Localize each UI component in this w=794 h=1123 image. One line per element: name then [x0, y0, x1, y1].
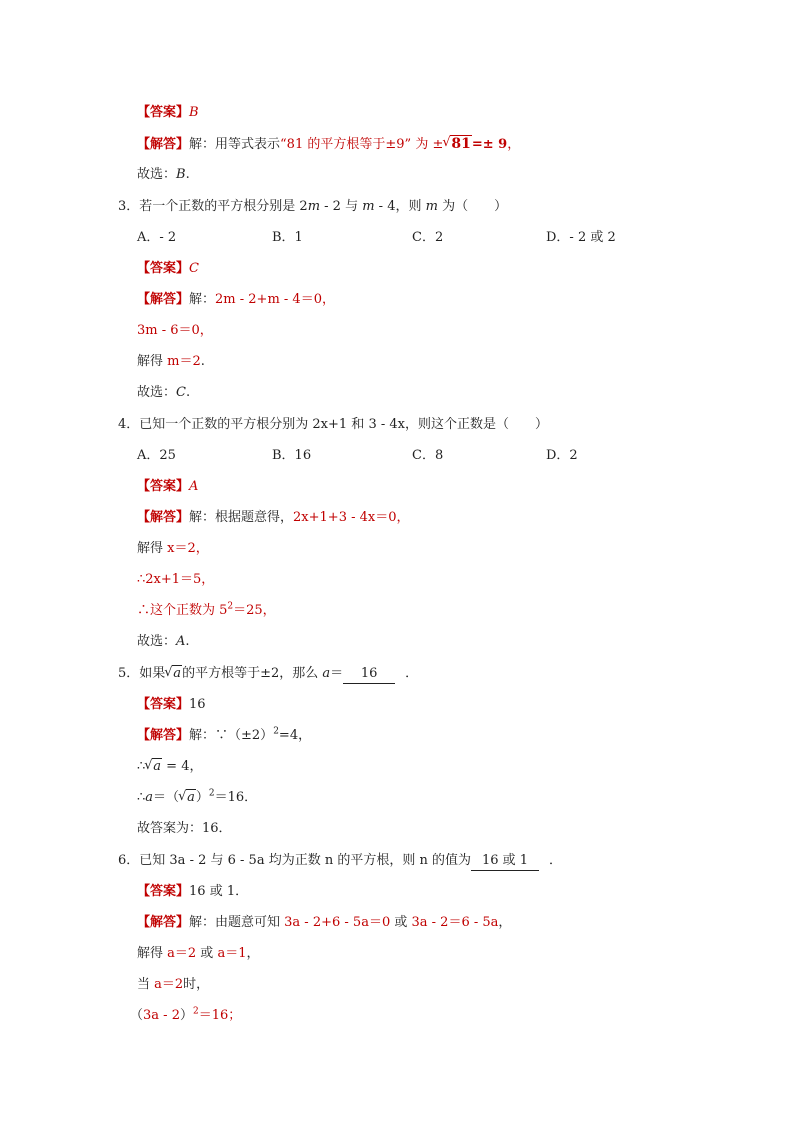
step-prefix: 当 [137, 977, 155, 992]
solution-step: 2x+1+3 - 4x＝0， [293, 510, 410, 525]
paren-close: ） [179, 1008, 193, 1023]
q3-step3 [137, 353, 205, 371]
stem-end: ． [549, 853, 563, 868]
answer-label: 【答案】 [137, 884, 190, 899]
step-math: m＝2 [167, 354, 201, 369]
step-tail: = 4， [162, 759, 203, 774]
radicand: a [153, 759, 162, 774]
stem-text: 的平方根等于±2，那么 [182, 666, 323, 681]
step-tail: 时， [183, 977, 210, 992]
sqrt-a [165, 665, 182, 683]
stem-end: ． [405, 666, 419, 681]
q2-answer-line [137, 104, 199, 122]
option-c[interactable]: C．2 [412, 230, 444, 245]
conclusion-value: C [176, 385, 186, 400]
q6-answer-line [137, 883, 248, 901]
radicand: a [187, 790, 195, 805]
step-prefix: 解得 [137, 946, 168, 961]
q2-conclusion [137, 166, 190, 184]
solution-end: ， [498, 915, 512, 930]
solution-label: 【解答】 [137, 137, 190, 152]
step-prefix: ∴ [137, 790, 146, 805]
superscript: 2 [227, 601, 234, 612]
q6-step4 [130, 1007, 241, 1025]
equation: 3a - 2＝6 - 5a [411, 915, 499, 930]
stem-text: 为（ ） [437, 199, 508, 214]
q5-step3 [137, 789, 257, 807]
stem-text: - 4，则 [374, 199, 426, 214]
equation: a＝2 [167, 946, 197, 961]
step-text: ∴这个正数为 5 [137, 603, 228, 618]
stem-text: - 2 与 [320, 199, 363, 214]
solution-prefix: 解：用等式表示 [189, 137, 281, 152]
q4-step3: ∴2x+1＝5， [137, 572, 215, 587]
var-m: m [362, 199, 375, 214]
solution-tail: =4， [278, 728, 312, 743]
answer-value: C [189, 261, 199, 276]
option-b[interactable]: B．1 [272, 230, 303, 245]
q3-conclusion [137, 384, 190, 402]
q5-answer-line [137, 696, 206, 714]
q4-conclusion [137, 633, 190, 651]
superscript: 2 [273, 726, 279, 737]
answer-value: A [189, 479, 199, 494]
q5-conclusion: 故答案为：16． [137, 821, 232, 836]
var-m: m [307, 199, 321, 214]
solution-label: 【解答】 [137, 510, 190, 525]
option-a[interactable]: A．25 [137, 448, 176, 463]
conclusion-text: 故选： [137, 167, 177, 182]
stem-text: ＝ [330, 666, 344, 681]
answer-value: 16 [189, 697, 206, 712]
expression: 3a - 2 [143, 1008, 180, 1023]
q4-step2 [137, 540, 209, 558]
superscript: 2 [208, 788, 215, 799]
q6-solution-line [137, 914, 511, 932]
q4-answer-line [137, 478, 198, 496]
question-number: 5． [118, 666, 140, 681]
answer-label: 【答案】 [137, 261, 190, 276]
step-tail: ＝16； [198, 1008, 242, 1023]
solution-result: =± 9 [471, 137, 508, 152]
step-mid: ＝（ [153, 790, 180, 805]
option-a[interactable]: A．- 2 [137, 230, 177, 245]
q4-step4 [137, 602, 276, 620]
conclusion-end: . [185, 167, 190, 182]
answer-blank[interactable]: 16 [343, 665, 395, 684]
answer-blank[interactable]: 16 或 1 [471, 852, 539, 871]
conclusion-value: B [176, 167, 186, 182]
q3-solution-line [137, 291, 335, 309]
conclusion-text: 故选： [137, 634, 177, 649]
solution-step: 2m - 2+m - 4＝0， [215, 292, 335, 307]
solution-as: 为 [415, 137, 429, 152]
sqrt-a [179, 789, 196, 807]
q4-solution-line [137, 509, 410, 527]
solution-label: 【解答】 [137, 728, 190, 743]
equation: 3a - 2+6 - 5a＝0 [284, 915, 391, 930]
solution-label: 【解答】 [137, 292, 190, 307]
sqrt-81 [443, 135, 471, 154]
stem-text: 如果 [139, 666, 166, 681]
step-tail: ＝25， [233, 603, 276, 618]
radicand: a [173, 666, 182, 681]
or-text: 或 [390, 915, 412, 930]
solution-tail: ， [507, 137, 521, 152]
option-d[interactable]: D．- 2 或 2 [546, 230, 616, 245]
q3-stem [118, 198, 507, 216]
answer-value: B [189, 105, 199, 120]
stem-text: 若一个正数的平方根分别是 2 [139, 199, 308, 214]
solution-quote: “81 的平方根等于±9” [280, 137, 412, 152]
equation: a＝2 [154, 977, 184, 992]
q6-stem [118, 852, 562, 871]
option-b[interactable]: B．16 [272, 448, 312, 463]
question-number: 4． [118, 417, 140, 432]
q3-answer-line [137, 260, 199, 278]
var-a: a [145, 790, 154, 805]
conclusion-value: A [176, 634, 186, 649]
option-c[interactable]: C．8 [412, 448, 444, 463]
solution-pm: ± [432, 137, 444, 152]
step-math: x＝2， [167, 541, 209, 556]
step-prefix: 解得 [137, 354, 168, 369]
question-number: 6． [118, 853, 140, 868]
step-tail: ＝16． [214, 790, 258, 805]
q2-solution-line [137, 135, 520, 154]
step-end: . [200, 354, 205, 369]
var-m: m [425, 199, 438, 214]
solution-prefix: 解： [189, 292, 216, 307]
var-a: a [322, 666, 331, 681]
answer-label: 【答案】 [137, 697, 190, 712]
step-close: ） [195, 790, 209, 805]
q5-solution-line [137, 727, 311, 745]
option-d[interactable]: D．2 [546, 448, 578, 463]
paren-open: （ [130, 1008, 144, 1023]
step-end: ， [246, 946, 260, 961]
conclusion-end: . [185, 634, 190, 649]
answer-label: 【答案】 [137, 105, 190, 120]
q5-step2 [137, 758, 202, 776]
superscript: 2 [192, 1006, 199, 1017]
q5-stem [118, 665, 418, 684]
question-number: 3． [118, 199, 140, 214]
q4-stem [118, 416, 548, 434]
solution-prefix: 解：根据题意得， [189, 510, 294, 525]
conclusion-end: . [185, 385, 191, 400]
answer-value: 16 或 1． [189, 884, 249, 899]
answer-label: 【答案】 [137, 479, 190, 494]
or-text: 或 [196, 946, 218, 961]
solution-label: 【解答】 [137, 915, 190, 930]
sqrt-a [145, 758, 162, 776]
solution-prefix: 解：由题意可知 [189, 915, 285, 930]
conclusion-text: 故选： [137, 385, 177, 400]
q6-step3 [137, 976, 209, 994]
radicand: 81 [451, 136, 471, 152]
stem-text: 已知一个正数的平方根分别为 2x+1 和 3 - 4x，则这个正数是（ ） [139, 417, 548, 432]
equation: a＝1 [217, 946, 247, 961]
solution-prefix: 解：∵（±2） [189, 728, 274, 743]
stem-text: 已知 3a - 2 与 6 - 5a 均为正数 n 的平方根，则 n 的值为 [139, 853, 471, 868]
q3-step2: 3m - 6＝0， [137, 323, 213, 338]
step-prefix: ∴ [137, 759, 146, 774]
step-prefix: 解得 [137, 541, 168, 556]
q6-step2 [137, 945, 259, 963]
